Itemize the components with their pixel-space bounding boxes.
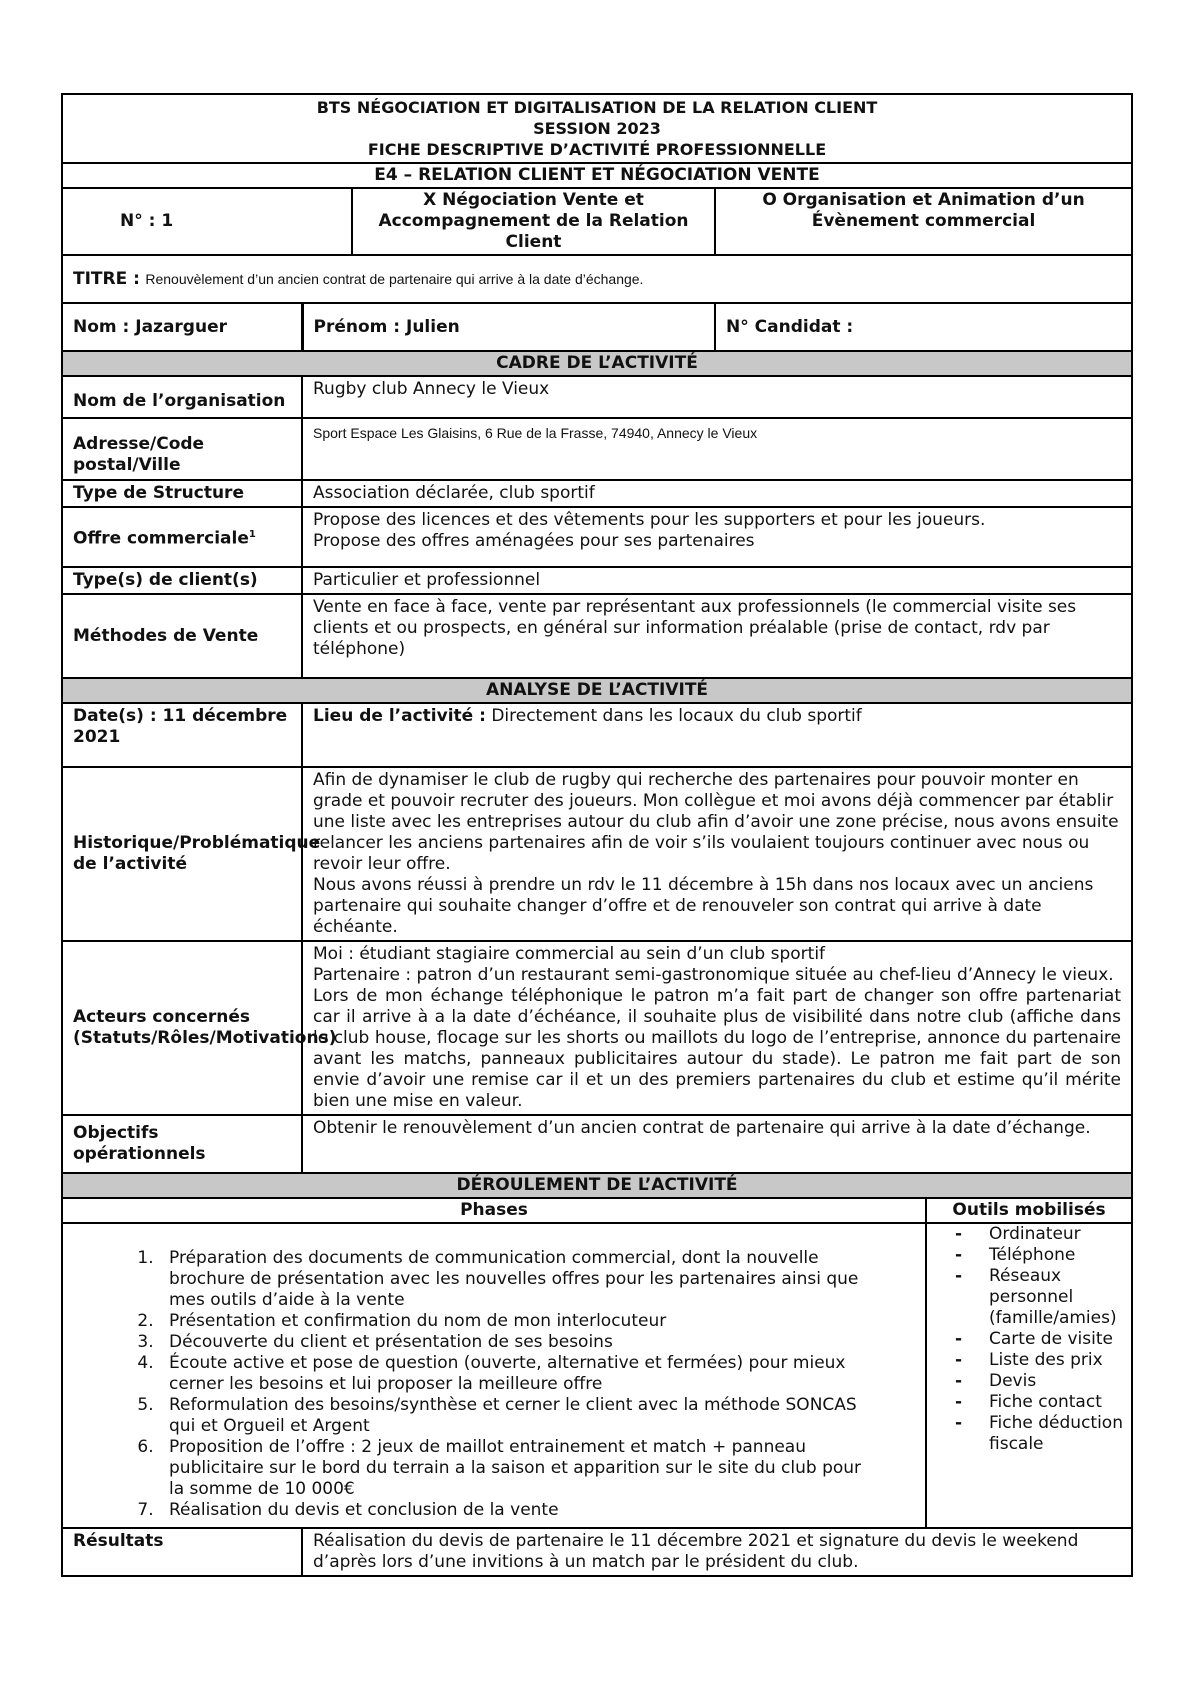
epreuve-row: [62, 163, 1132, 188]
offre-footnote-ref: 1: [248, 529, 256, 541]
outil-item: - Téléphone: [989, 1245, 1127, 1266]
lieu-value: Directement dans les locaux du club sportif: [491, 706, 862, 726]
objectifs-value: Obtenir le renouvèlement d’un ancien contrat de partenaire qui arrive à la date d’échange.: [302, 1115, 1132, 1173]
analyse-title-row: [62, 678, 1132, 703]
date-lieu-row: [62, 703, 1132, 767]
options-row: [62, 188, 1132, 255]
fiche-document: [61, 93, 1131, 1577]
phases-header-row: [62, 1198, 1132, 1223]
header-line-1: BTS NÉGOCIATION ET DIGITALISATION DE LA RELATION CLIENT: [316, 98, 878, 117]
candidat-nom: Nom : Jazarguer: [62, 303, 302, 351]
phase-item: 6. Proposition de l’offre : 2 jeux de maillot entrainement et match + panneau publicitaire sur le bord du terrain a la saison et apparition sur le site du club pour la somme de 10 000€: [159, 1437, 865, 1500]
outil-item: - Ordinateur: [989, 1224, 1127, 1245]
phases-header: Phases: [62, 1198, 926, 1223]
outil-item: - Réseaux personnel (famille/amies): [989, 1266, 1127, 1329]
resultats-row: [62, 1528, 1132, 1576]
offre-label: Offre commerciale: [73, 528, 249, 549]
type-row: [62, 480, 1132, 507]
phase-item: 3. Découverte du client et présentation de ses besoins: [159, 1332, 865, 1353]
clients-row: [62, 567, 1132, 594]
outil-item: - Devis: [989, 1371, 1127, 1392]
acteurs-label: Acteurs concernés (Statuts/Rôles/Motivations): [62, 941, 302, 1115]
clients-value: Particulier et professionnel: [302, 567, 1132, 594]
cadre-title-row: [62, 351, 1132, 376]
candidat-prenom: Prénom : Julien: [302, 303, 715, 351]
titre-row: [62, 255, 1132, 303]
outil-item: - Fiche contact: [989, 1392, 1127, 1413]
phase-item: 1. Préparation des documents de communication commercial, dont la nouvelle brochure de présentation avec les nouvelles offres pour les partenaires ainsi que mes outils d’aide à la vente: [159, 1248, 865, 1311]
titre-value: Renouvèlement d’un ancien contrat de partenaire qui arrive à la date d’échange.: [145, 270, 644, 287]
historique-paragraph-2: Nous avons réussi à prendre un rdv le 11 décembre à 15h dans nos locaux avec un anciens partenaire qui souhaite changer d’offre et de renouveler son contrat qui arrive à date échéante.: [313, 875, 1094, 937]
methodes-row: [62, 594, 1132, 678]
date-label: Date(s) : 11 décembre 2021: [62, 703, 302, 767]
candidat-row: [62, 303, 1132, 351]
resultats-value: Réalisation du devis de partenaire le 11 décembre 2021 et signature du devis le weekend d’après lors d’une invitions à un match par le président du club.: [302, 1528, 1132, 1576]
org-label: Nom de l’organisation: [62, 376, 302, 418]
type-label: Type de Structure: [62, 480, 302, 507]
lieu-label: Lieu de l’activité :: [313, 706, 486, 726]
phase-item: 4. Écoute active et pose de question (ouverte, alternative et fermées) pour mieux cerner les besoins et lui proposer la meilleure offre: [159, 1353, 865, 1395]
historique-row: [62, 767, 1132, 941]
deroulement-section-title: DÉROULEMENT DE L’ACTIVITÉ: [62, 1173, 1132, 1198]
methodes-label: Méthodes de Vente: [62, 594, 302, 678]
adresse-row: [62, 418, 1132, 480]
option-evenement-commercial[interactable]: O Organisation et Animation d’un Évènement commercial: [715, 188, 1132, 255]
titre-label: TITRE :: [73, 268, 140, 289]
type-value: Association déclarée, club sportif: [302, 480, 1132, 507]
historique-paragraph-1: Afin de dynamiser le club de rugby qui recherche des partenaires pour pouvoir monter en grade et pouvoir recruter des joueurs. Mon collègue et moi avons déjà commencer par établir une liste avec les entreprises autour du club afin d’avoir une zone précise, nous avons ensuite relancer les anciens partenaires afin de voir s’ils voulaient toujours continuer avec nous ou revoir leur offre.: [313, 770, 1119, 874]
option-negociation-vente[interactable]: X Négociation Vente et Accompagnement de la Relation Client: [352, 188, 715, 255]
header-line-2: SESSION 2023: [533, 119, 661, 138]
phases-list: [73, 1248, 865, 1521]
outil-item: - Carte de visite: [989, 1329, 1127, 1350]
org-row: [62, 376, 1132, 418]
phase-item: 2. Présentation et confirmation du nom de mon interlocuteur: [159, 1311, 865, 1332]
candidat-numero: N° Candidat :: [715, 303, 1132, 351]
phase-item: 5. Reformulation des besoins/synthèse et cerner le client avec la méthode SONCAS qui et Orgueil et Argent: [159, 1395, 865, 1437]
header-row: [62, 94, 1132, 163]
acteurs-paragraph-3: Lors de mon échange téléphonique le patron m’a fait part de changer son offre partenariat car il arrive à a la date d’échéance, il souhaite plus de visibilité dans notre club (affiche dans le club house, flocage sur les shorts ou maillots du logo de l’entreprise, annonce du partenaire avant les matchs, panneaux publicitaires autour du stade). Le patron me fait part de son envie d’avoir une remise car il et un des premiers partenaires du club et estime qu’il mérite bien une mise en valeur.: [313, 986, 1121, 1111]
methodes-value: Vente en face à face, vente par représentant aux professionnels (le commercial visite ses clients et ou prospects, en général sur information préalable (prise de contact, rdv par téléphone): [302, 594, 1132, 678]
outil-item: - Liste des prix: [989, 1350, 1127, 1371]
offre-line-1: Propose des licences et des vêtements pour les supporters et pour les joueurs.: [313, 510, 986, 530]
objectifs-label: Objectifs opérationnels: [62, 1115, 302, 1173]
fiche-table: [61, 93, 1133, 1577]
outil-item: - Fiche déduction fiscale: [989, 1413, 1127, 1455]
phase-item: 7. Réalisation du devis et conclusion de la vente: [159, 1500, 865, 1521]
header-line-3: FICHE DESCRIPTIVE D’ACTIVITÉ PROFESSIONNELLE: [367, 140, 827, 159]
phases-row: [62, 1223, 1132, 1528]
outils-list: [931, 1224, 1127, 1455]
epreuve-title: E4 – RELATION CLIENT ET NÉGOCIATION VENTE: [62, 163, 1132, 188]
historique-label: Historique/Problématique de l’activité: [62, 767, 302, 941]
cadre-section-title: CADRE DE L’ACTIVITÉ: [62, 351, 1132, 376]
deroulement-title-row: [62, 1173, 1132, 1198]
adresse-value: Sport Espace Les Glaisins, 6 Rue de la Frasse, 74940, Annecy le Vieux: [302, 418, 1132, 480]
resultats-label: Résultats: [62, 1528, 302, 1576]
offre-line-2: Propose des offres aménagées pour ses partenaires: [313, 531, 755, 551]
offre-row: [62, 507, 1132, 567]
acteurs-paragraph-1: Moi : étudiant stagiaire commercial au sein d’un club sportif: [313, 944, 826, 964]
adresse-label: Adresse/Code postal/Ville: [62, 418, 302, 480]
outils-header: Outils mobilisés: [926, 1198, 1132, 1223]
fiche-number: N° : 1: [62, 188, 352, 255]
acteurs-row: [62, 941, 1132, 1115]
clients-label: Type(s) de client(s): [62, 567, 302, 594]
org-value: Rugby club Annecy le Vieux: [302, 376, 1132, 418]
analyse-section-title: ANALYSE DE L’ACTIVITÉ: [62, 678, 1132, 703]
acteurs-paragraph-2: Partenaire : patron d’un restaurant semi-gastronomique située au chef-lieu d’Annecy le vieux.: [313, 965, 1114, 985]
objectifs-row: [62, 1115, 1132, 1173]
